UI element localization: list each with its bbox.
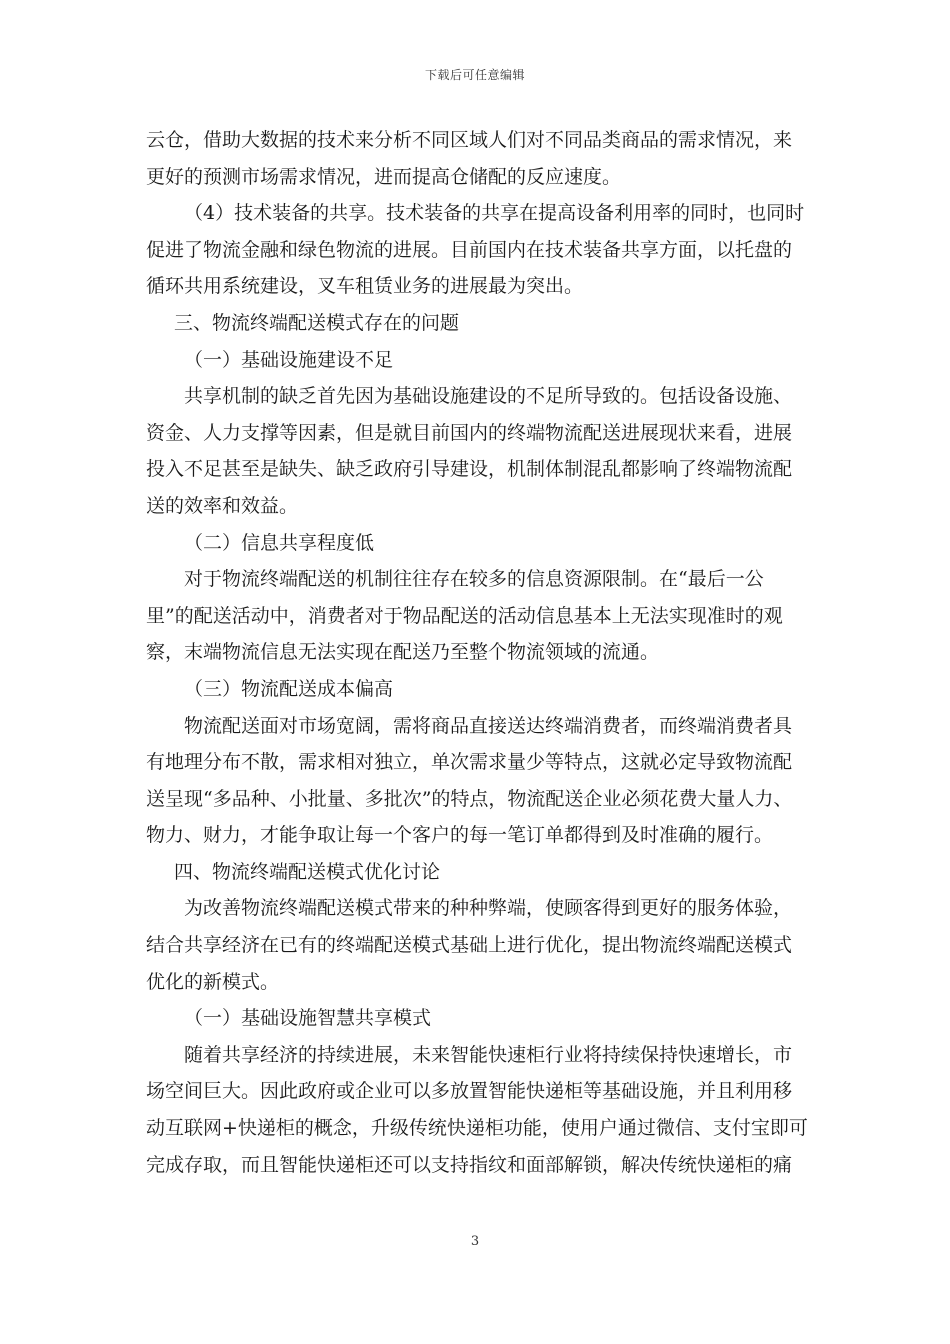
paragraph-line: 物流配送面对市场宽阔，需将商品直接送达终端消费者，而终端消费者具 xyxy=(184,714,793,737)
paragraph-line: 投入不足甚至是缺失、缺乏政府引导建设，机制体制混乱都影响了终端物流配 xyxy=(146,458,793,481)
paragraph-line: 有地理分布不散，需求相对独立，单次需求量少等特点，这就必定导致物流配 xyxy=(146,751,793,774)
subsection-heading: （三）物流配送成本偏高 xyxy=(184,677,394,700)
paragraph-line: 资金、人力支撑等因素，但是就目前国内的终端物流配送进展现状来看，进展 xyxy=(146,421,793,444)
subsection-heading: （一）基础设施智慧共享模式 xyxy=(184,1007,432,1030)
section-heading: 四、物流终端配送模式优化讨论 xyxy=(174,860,441,883)
header-note: 下载后可任意编辑 xyxy=(424,68,525,82)
paragraph-line: 对于物流终端配送的机制往往存在较多的信息资源限制。在“最后一公 xyxy=(184,568,764,591)
paragraph-line: 随着共享经济的持续进展，未来智能快速柜行业将持续保持快速增长，市 xyxy=(184,1043,793,1066)
page-number: 3 xyxy=(470,1234,480,1249)
paragraph-line: 为改善物流终端配送模式带来的种种弊端，使顾客得到更好的服务体验， xyxy=(184,897,793,920)
paragraph-line: 动互联网+快递柜的概念，升级传统快递柜功能，使用户通过微信、支付宝即可 xyxy=(146,1117,808,1140)
section-heading: 三、物流终端配送模式存在的问题 xyxy=(174,311,460,334)
paragraph-line: 物力、财力，才能争取让每一个客户的每一笔订单都得到及时准确的履行。 xyxy=(146,824,774,847)
paragraph-line: 促进了物流金融和绿色物流的进展。目前国内在技术装备共享方面，以托盘的 xyxy=(146,238,793,261)
paragraph-line: 云仓，借助大数据的技术来分析不同区域人们对不同品类商品的需求情况，来 xyxy=(146,129,793,151)
subsection-heading: （二）信息共享程度低 xyxy=(184,531,375,554)
paragraph-line: 优化的新模式。 xyxy=(146,970,280,993)
paragraph-line: 更好的预测市场需求情况，进而提高仓储配的反应速度。 xyxy=(146,165,622,188)
paragraph-line: 循环共用系统建设，叉车租赁业务的进展最为突出。 xyxy=(146,275,584,298)
paragraph-line: （4）技术装备的共享。技术装备的共享在提高设备利用率的同时，也同时 xyxy=(184,202,805,225)
paragraph-line: 察，末端物流信息无法实现在配送乃至整个物流领域的流通。 xyxy=(146,641,660,664)
paragraph-line: 结合共享经济在已有的终端配送模式基础上进行优化，提出物流终端配送模式 xyxy=(146,934,793,957)
paragraph-line: 送的效率和效益。 xyxy=(146,494,299,517)
subsection-heading: （一）基础设施建设不足 xyxy=(184,348,394,371)
paragraph-line: 场空间巨大。因此政府或企业可以多放置智能快递柜等基础设施，并且利用移 xyxy=(146,1080,793,1103)
paragraph-line: 里”的配送活动中，消费者对于物品配送的活动信息基本上无法实现准时的观 xyxy=(146,604,783,627)
paragraph-line: 共享机制的缺乏首先因为基础设施建设的不足所导致的。包括设备设施、 xyxy=(184,385,793,408)
paragraph-line: 完成存取，而且智能快递柜还可以支持指纹和面部解锁，解决传统快递柜的痛 xyxy=(146,1153,793,1176)
body-text xyxy=(146,122,806,1183)
paragraph-line: 送呈现“多品种、小批量、多批次”的特点，物流配送企业必须花费大量人力、 xyxy=(146,787,793,810)
